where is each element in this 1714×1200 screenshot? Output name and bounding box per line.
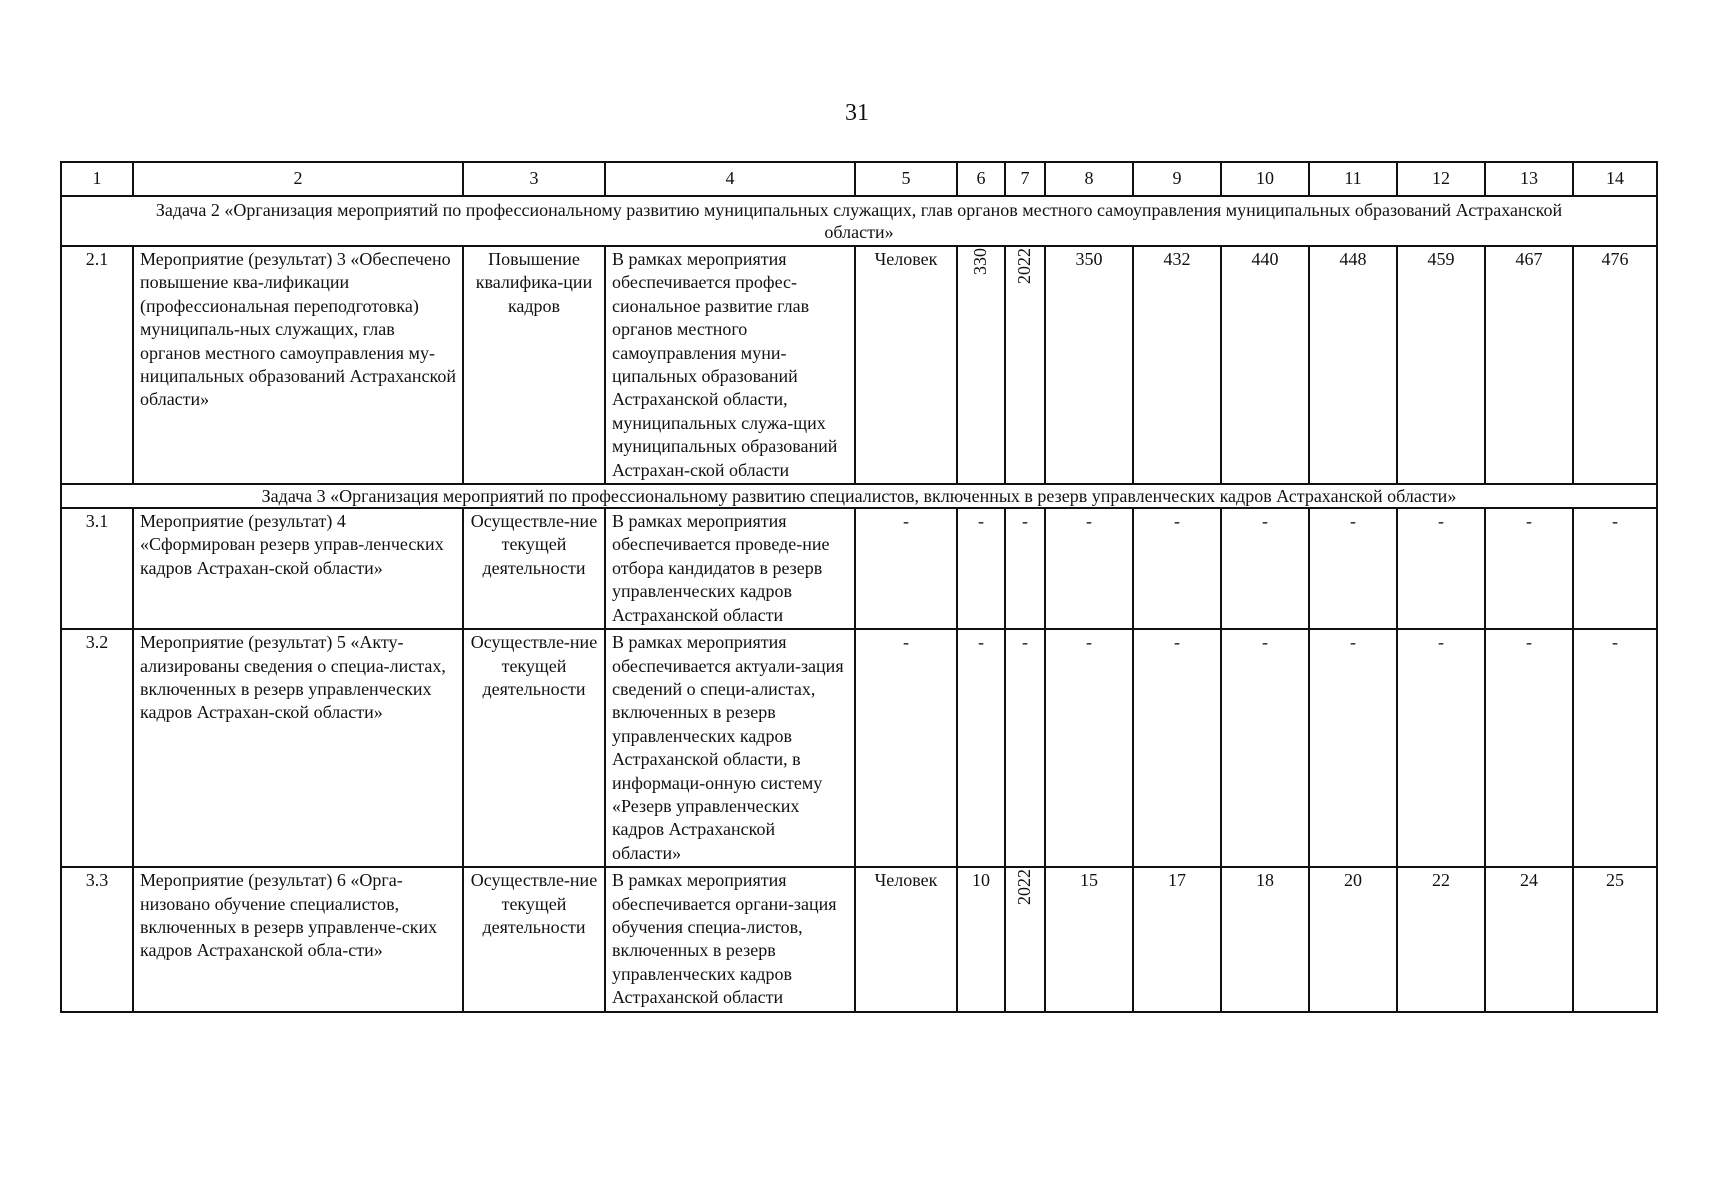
base-value-cell: -: [957, 508, 1005, 629]
activity-type: Осуществле-ние текущей деятельности: [463, 508, 605, 629]
table-row: [61, 629, 1657, 867]
value-cell: 459: [1397, 246, 1485, 484]
unit-cell: Человек: [855, 246, 957, 484]
row-number: 3.1: [61, 508, 133, 629]
row-number: 3.3: [61, 867, 133, 1011]
column-header: 9: [1133, 162, 1221, 196]
value-cell: 448: [1309, 246, 1397, 484]
activity-name: Мероприятие (результат) 5 «Акту-ализированы сведения о специа-листах, включенных в резерв управленческих кадров Астрахан-ской области»: [133, 629, 463, 867]
column-header: 10: [1221, 162, 1309, 196]
base-year: 2022: [1014, 869, 1035, 906]
value-cell: -: [1133, 508, 1221, 629]
column-header: 2: [133, 162, 463, 196]
activity-name: Мероприятие (результат) 6 «Орга-низовано обучение специалистов, включенных в резерв управленче-ских кадров Астраханской обла-сти»: [133, 867, 463, 1011]
column-header: 12: [1397, 162, 1485, 196]
activity-name: Мероприятие (результат) 4 «Сформирован резерв управ-ленческих кадров Астрахан-ской области»: [133, 508, 463, 629]
table-row: [61, 508, 1657, 629]
column-header: 14: [1573, 162, 1657, 196]
value-cell: -: [1397, 508, 1485, 629]
base-value-cell: 10: [957, 867, 1005, 1011]
value-cell: 18: [1221, 867, 1309, 1011]
activity-name: Мероприятие (результат) 3 «Обеспечено повышение ква-лификации (профессиональная переподготовка) муниципаль-ных служащих, глав органов местного самоуправления му-ниципальных образований Астраханской области»: [133, 246, 463, 484]
value-cell: 432: [1133, 246, 1221, 484]
value-cell: -: [1309, 629, 1397, 867]
table-header-row: [61, 162, 1657, 196]
value-cell: -: [1485, 629, 1573, 867]
unit-cell: -: [855, 508, 957, 629]
value-cell: 25: [1573, 867, 1657, 1011]
value-cell: 15: [1045, 867, 1133, 1011]
base-year-cell: [1005, 246, 1045, 484]
value-cell: 440: [1221, 246, 1309, 484]
value-cell: 17: [1133, 867, 1221, 1011]
activity-description: В рамках мероприятия обеспечивается проведе-ние отбора кандидатов в резерв управленческих кадров Астраханской области: [605, 508, 855, 629]
column-header: 3: [463, 162, 605, 196]
table-row: [61, 867, 1657, 1011]
column-header: 11: [1309, 162, 1397, 196]
value-cell: -: [1309, 508, 1397, 629]
base-value-cell: [957, 246, 1005, 484]
table-row: [61, 246, 1657, 484]
activity-description: В рамках мероприятия обеспечивается актуали-зация сведений о специ-алистах, включенных в резерв управленческих кадров Астраханской области, в информаци-онную систему «Резерв управленческих кадров Астраханской области»: [605, 629, 855, 867]
value-cell: 24: [1485, 867, 1573, 1011]
activity-description: В рамках мероприятия обеспечивается профес-сиональное развитие глав органов местного самоуправления муни-ципальных образований Астраханской области, муниципальных служа-щих муниципальных образований Астрахан-ской области: [605, 246, 855, 484]
column-header: 13: [1485, 162, 1573, 196]
value-cell: 476: [1573, 246, 1657, 484]
base-year-cell: -: [1005, 629, 1045, 867]
activity-type: Осуществле-ние текущей деятельности: [463, 629, 605, 867]
row-number: 3.2: [61, 629, 133, 867]
unit-cell: Человек: [855, 867, 957, 1011]
value-cell: -: [1573, 508, 1657, 629]
base-year-cell: -: [1005, 508, 1045, 629]
activity-type: Повышение квалифика-ции кадров: [463, 246, 605, 484]
activity-type: Осуществле-ние текущей деятельности: [463, 867, 605, 1011]
value-cell: -: [1573, 629, 1657, 867]
value-cell: -: [1221, 629, 1309, 867]
value-cell: 467: [1485, 246, 1573, 484]
value-cell: -: [1045, 629, 1133, 867]
value-cell: -: [1045, 508, 1133, 629]
indicators-table: [60, 161, 1658, 1013]
value-cell: -: [1485, 508, 1573, 629]
column-header: 6: [957, 162, 1005, 196]
base-value-cell: -: [957, 629, 1005, 867]
base-value: 330: [970, 248, 991, 275]
base-year: 2022: [1014, 248, 1035, 284]
column-header: 1: [61, 162, 133, 196]
base-year-cell: [1005, 867, 1045, 1011]
column-header: 8: [1045, 162, 1133, 196]
column-header: 5: [855, 162, 957, 196]
task-3-title: Задача 3 «Организация мероприятий по профессиональному развитию специалистов, включенных в резерв управленческих кадров Астраханской области»: [61, 484, 1657, 508]
column-header: 4: [605, 162, 855, 196]
task-row: [61, 484, 1657, 508]
activity-description: В рамках мероприятия обеспечивается органи-зация обучения специа-листов, включенных в резерв управленческих кадров Астраханской области: [605, 867, 855, 1011]
value-cell: 22: [1397, 867, 1485, 1011]
value-cell: -: [1221, 508, 1309, 629]
page-number: 31: [845, 100, 869, 126]
value-cell: 20: [1309, 867, 1397, 1011]
value-cell: 350: [1045, 246, 1133, 484]
task-row: [61, 196, 1657, 246]
value-cell: -: [1133, 629, 1221, 867]
unit-cell: -: [855, 629, 957, 867]
row-number: 2.1: [61, 246, 133, 484]
task-2-title: Задача 2 «Организация мероприятий по профессиональному развитию муниципальных служащих, глав органов местного самоуправления муниципальных образований Астраханской области»: [61, 196, 1657, 246]
column-header: 7: [1005, 162, 1045, 196]
value-cell: -: [1397, 629, 1485, 867]
